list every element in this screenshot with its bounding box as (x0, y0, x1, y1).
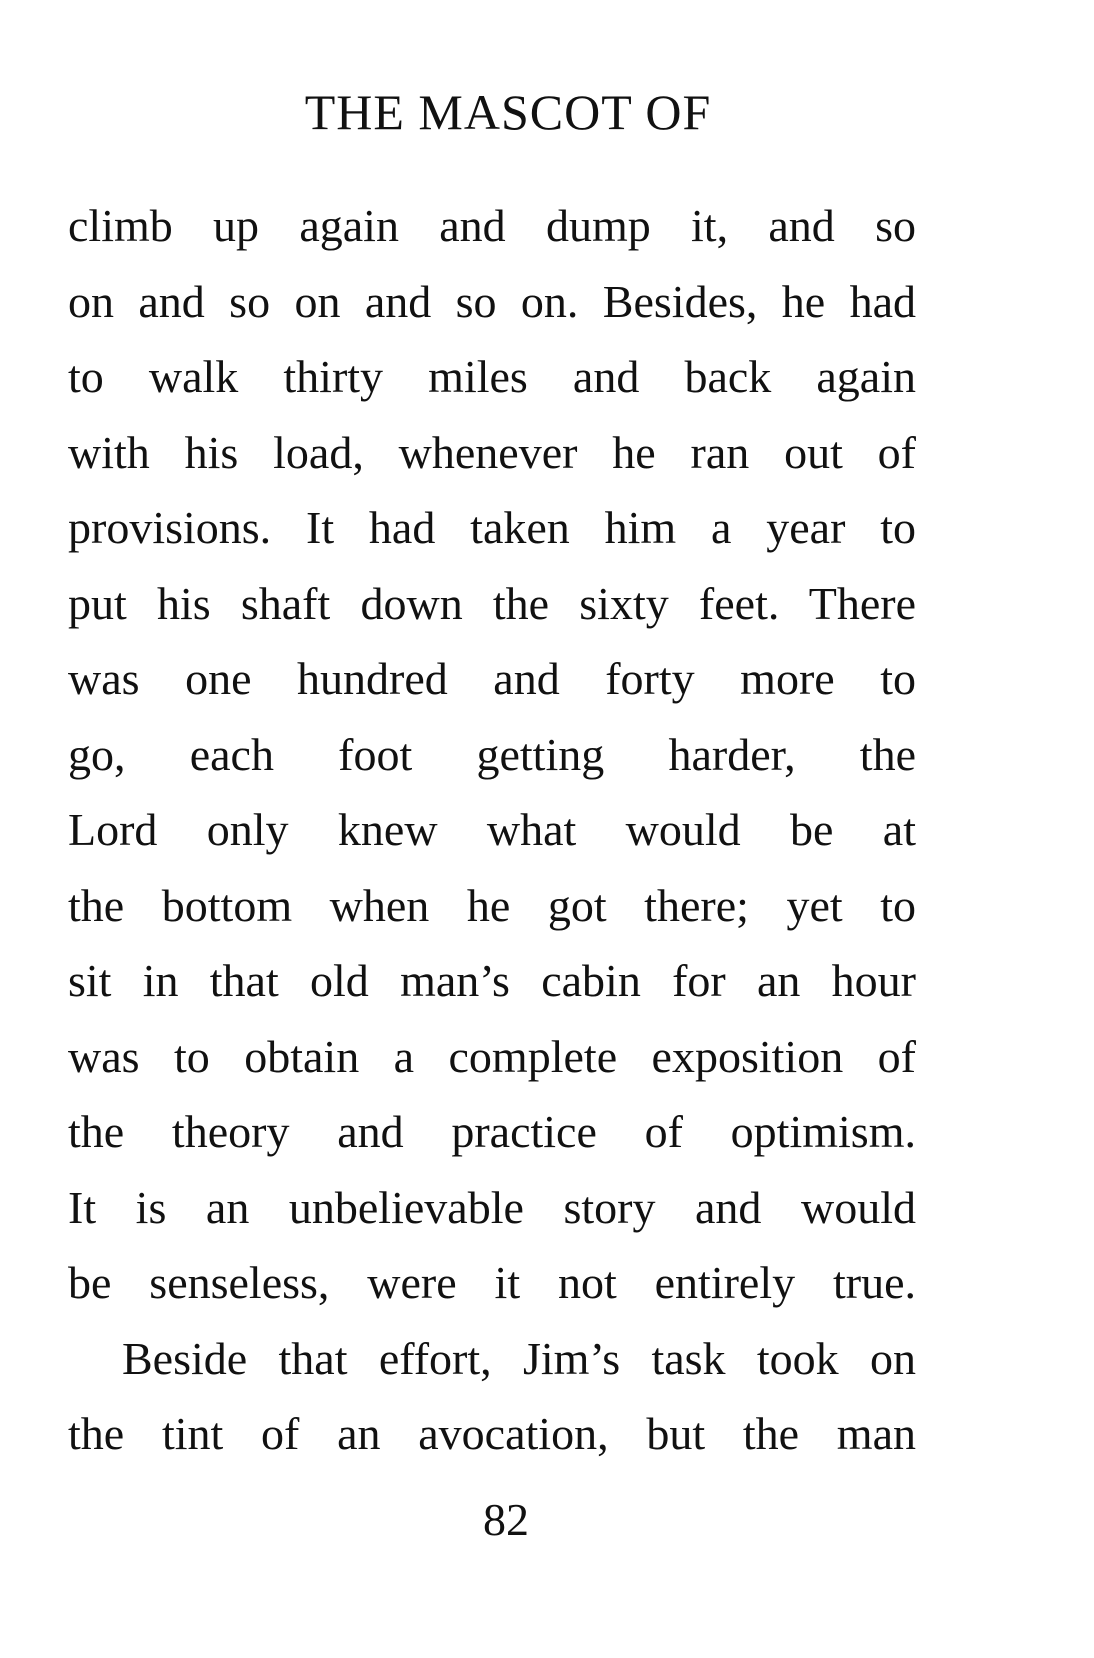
text-line: the theory and practice of optimism. (68, 1106, 916, 1157)
text-line: put his shaft down the sixty feet. There (68, 577, 916, 629)
text-line: It is an unbelievable story and would (68, 1181, 916, 1233)
body-text (68, 188, 916, 1472)
text-line: on and so on and so on. Besides, he had (68, 275, 916, 327)
text-line: to walk thirty miles and back again (68, 351, 916, 402)
text-line: with his load, whenever he ran out of (68, 426, 916, 478)
text-line: sit in that old man’s cabin for an hour (68, 955, 916, 1006)
text-line: was one hundred and forty more to (68, 653, 916, 704)
text-line: the bottom when he got there; yet to (68, 879, 916, 931)
text-line: was to obtain a complete exposition of (68, 1030, 916, 1082)
text-line: climb up again and dump it, and so (68, 200, 916, 251)
text-line: be senseless, were it not entirely true. (68, 1257, 916, 1308)
page-number: 82 (483, 1494, 529, 1545)
text-line: go, each foot getting harder, the (68, 728, 916, 780)
text-line: provisions. It had taken him a year to (68, 502, 916, 553)
paragraph-start-line: Beside that effort, Jim’s task took on (122, 1332, 916, 1384)
text-line: the tint of an avocation, but the man (68, 1408, 916, 1459)
running-head: THE MASCOT OF (304, 84, 712, 140)
text-line: Lord only knew what would be at (68, 804, 916, 855)
